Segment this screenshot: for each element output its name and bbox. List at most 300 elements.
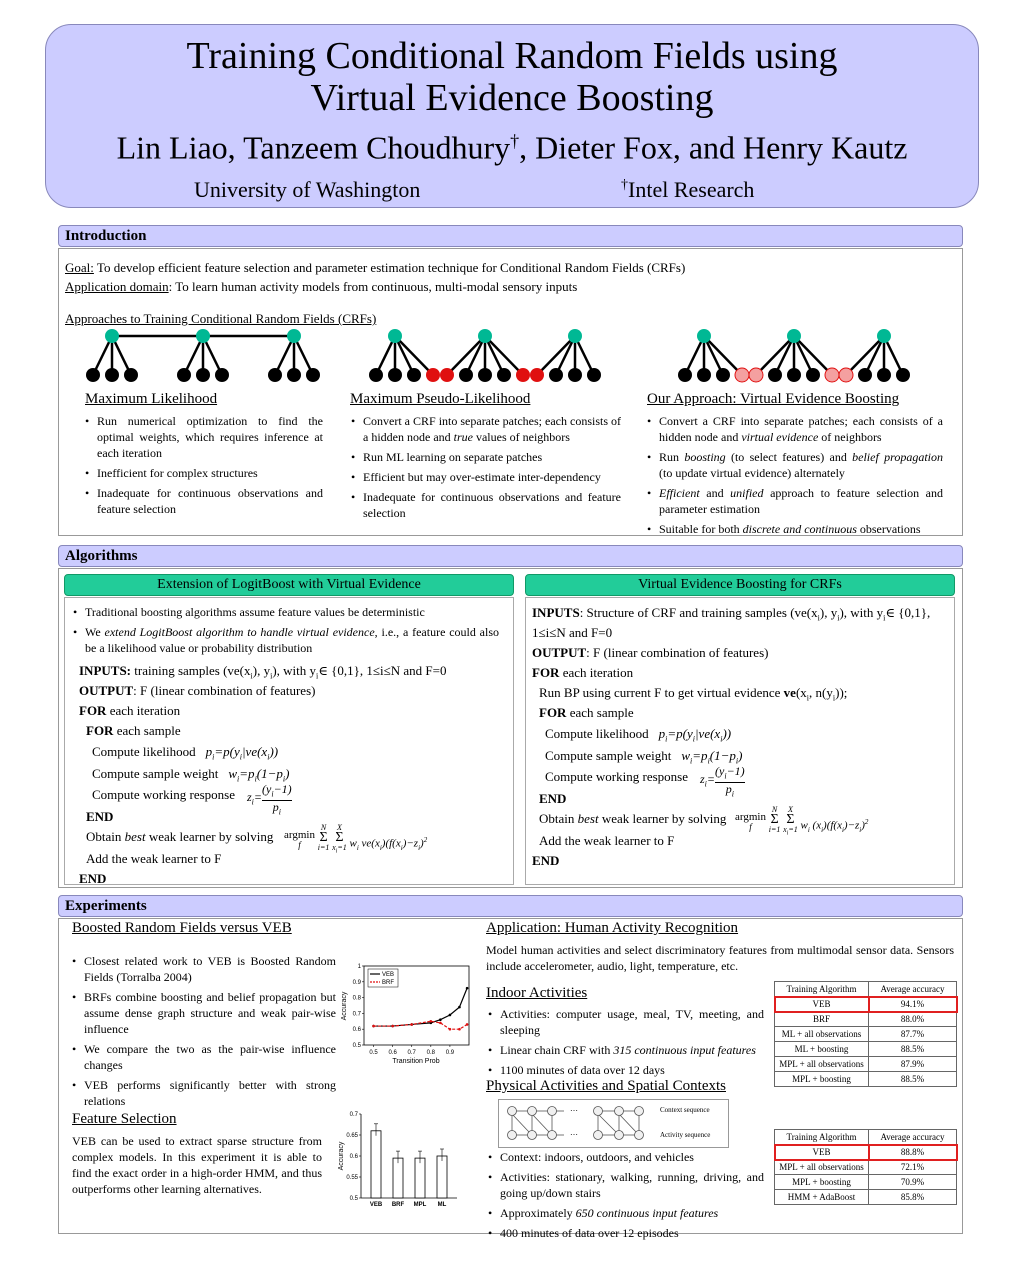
step-text: Obtain [86,829,125,844]
mpl-list [349,413,621,525]
step-italic: best [124,829,146,844]
feature-selection-bar-chart [335,1108,460,1213]
sum2 [783,806,798,838]
f: Σ [335,830,344,845]
veb-item [645,485,943,517]
f: (y [262,782,272,796]
sub: i [237,774,240,784]
table-header-row [775,1130,957,1145]
bullet-text: , i.e., a feature could also be a likelihood value or probability distribution [85,625,500,655]
f: ) [738,748,743,763]
alg-obtain [79,823,509,855]
num [262,783,292,801]
x-tick-label: 0.7 [407,1050,416,1056]
poster-title [46,35,978,119]
bars [370,1124,447,1208]
context-sequence-label: Context sequence [660,1106,710,1114]
f: Σ [770,812,779,827]
table-header: Training Algorithm [775,1130,869,1145]
sub: i [817,613,820,623]
y-axis-label: Accuracy [338,1141,345,1171]
sub: i [731,789,734,799]
formula-weight [681,748,743,766]
inputs-text: ), with y [839,605,884,620]
sub: i [841,825,844,834]
sub: i [859,825,862,834]
for-text: each sample [566,705,634,720]
kw-output: OUTPUT [79,683,134,698]
introduction-panel [58,248,963,536]
f: N [320,823,327,832]
f: )−z [402,837,419,850]
f-body [349,832,427,857]
veb-item-text: and [699,486,731,500]
har-heading: Application: Human Activity Recognition [486,920,739,936]
table-cell: HMM + AdaBoost [775,1190,869,1205]
alg-output [532,644,950,664]
data-point-brf [410,1023,413,1026]
sub: i [250,671,253,681]
veb-item-italic: boosting [684,450,726,464]
data-point-brf [439,1022,442,1025]
y-tick-label: 0.55 [346,1175,358,1181]
f: (1−p [709,748,736,763]
f: X [787,805,793,814]
brf-heading: Boosted Random Fields versus VEB [72,920,292,936]
data-point-brf [430,1020,433,1023]
alg-end-outer [79,870,509,890]
legend [368,969,398,987]
f: =p(y [214,744,240,759]
physical-item [486,1205,764,1221]
f: p [272,800,279,815]
inputs-text: ), y [819,605,838,620]
y-tick-label: 0.5 [352,1043,361,1049]
f: N [771,805,778,814]
output-text: : F (linear combination of features) [133,683,316,698]
y-tick-label: 0.6 [349,1154,358,1160]
accuracy-table [774,1129,957,1205]
alg-for-sample [532,704,950,725]
f: )−z [843,819,860,832]
legend-label-veb: VEB [382,972,395,978]
sub: i [807,825,810,834]
f: (1−p [256,766,283,781]
for-text: each iteration [106,703,181,718]
sub: i [735,756,739,766]
veb-crf-heading: Virtual Evidence Boosting for CRFs [525,574,955,596]
sub: i [821,825,824,834]
veb-crf-box [525,597,955,885]
veb-item-italic: discrete and continuous [742,522,857,536]
brf-list [70,953,336,1113]
ml-item: • Run numerical optimization to find the optimal weights, which requires inference at each iteration [83,413,323,461]
y-ticks [346,1112,361,1202]
item-text: Approximately [500,1206,576,1220]
step-text: Run BP using current F to get virtual evidence [539,685,784,700]
table-cell: 70.9% [869,1175,957,1190]
step-text: Compute likelihood [92,744,196,759]
table-cell: VEB [775,1145,869,1160]
table-row [775,1012,957,1027]
brf-item: • We compare the two as the pair-wise influence changes [70,1041,336,1073]
table-cell: 85.8% [869,1190,957,1205]
table-cell: 88.5% [869,1072,957,1087]
f: w [349,837,357,850]
table-cell: ML + all observations [775,1027,869,1042]
f: =p(y [667,726,693,741]
step-text: )); [835,685,848,700]
veb-item [645,413,943,445]
alg-output [79,682,509,702]
sub: i [704,779,707,789]
inputs-text: ∈ {0,1}, 1≤i≤N and F=0 [318,663,447,678]
authors [46,123,978,166]
physical-item: • Activities: stationary, walking, running, driving, and going up/down stairs [486,1169,764,1201]
ml-list [83,413,323,521]
sum1 [318,824,330,852]
sup: 2 [864,818,869,826]
table-cell: 94.1% [869,997,957,1012]
ml-item: • Inefficient for complex structures [83,465,323,481]
alg-for-iteration [79,702,509,722]
f: |ve(x [241,744,268,759]
output-text: : F (linear combination of features) [586,645,769,660]
sub: i [212,752,215,762]
bar-mpl [415,1158,425,1198]
f: −1) [273,782,292,796]
for-text: each sample [113,723,181,738]
poster-header [45,24,979,208]
sub: i [692,734,695,744]
physical-heading: Physical Activities and Spatial Contexts [486,1078,726,1094]
veb-item-italic: unified [730,486,764,500]
veb-item-text: observations [856,522,921,536]
section-bar-experiments: Experiments [58,895,963,917]
step-text: , n(y [809,685,833,700]
f: −1) [726,764,745,778]
data-point-brf [458,1028,461,1031]
num [715,765,745,783]
sum2 [332,824,347,856]
data-point-brf [449,1028,452,1031]
sub: i [832,693,836,703]
indoor-item: • Activities: computer usage, meal, TV, meeting, and sleeping [486,1006,764,1038]
ml-item: • Inadequate for continuous observations and feature selection [83,485,323,517]
table-cell: 88.8% [869,1145,957,1160]
den [715,783,745,800]
y-tick-label: 0.7 [349,1112,358,1118]
veb-diagram [678,329,910,382]
veb-item-text: Run [659,450,685,464]
mpl-item: • Efficient but may over-estimate inter-dependency [349,469,621,485]
argmin [284,830,315,850]
section-bar-algorithms: Algorithms [58,545,963,567]
table-row [775,1027,957,1042]
y-axis-label: Accuracy [341,991,348,1021]
har-text: Model human activities and select discriminatory features from multimodal sensor data. Sensors include accelerometer, audio, light, temperature, etc. [486,943,954,973]
f-body [800,814,868,839]
sub: i [724,771,727,781]
table-row [775,997,957,1012]
y-tick-label: 0.6 [352,1027,361,1034]
physical-accuracy-table [774,1129,957,1205]
x-axis-label: Transition Prob [392,1058,440,1065]
veb-item-text: Suitable for both [659,522,743,536]
f: )) [722,726,732,741]
table-header-row [775,982,957,997]
f [332,844,347,856]
crf-diagrams [59,324,964,386]
f: )(f(x [381,837,401,850]
kw-for: FOR [539,705,567,720]
inputs-text: training samples (ve(x [131,663,251,678]
veb-item-italic: virtual evidence [741,430,819,444]
category-label: ML [437,1202,447,1208]
bar-ml [437,1156,447,1198]
y-tick-label: 1 [357,964,361,970]
f: z [247,790,252,804]
alg-add: Add the weak learner to F [86,851,222,866]
context-activity-diagram [498,1099,730,1149]
kw-output: OUTPUT [532,645,587,660]
application-label: Application domain [65,279,169,294]
table-row [775,1145,957,1160]
sub: i [720,734,723,744]
y-tick-label: 0.8 [352,995,361,1002]
kw-for: FOR [86,723,114,738]
f: argmin [735,811,766,823]
f: ) [420,837,424,850]
f: =1 [337,843,347,852]
f: (y [715,764,725,778]
mpl-item: • Inadequate for continuous observations and feature selection [349,489,621,521]
data-point-brf [391,1025,394,1028]
legend-label-brf: BRF [382,980,394,986]
bullet-text: We [85,625,105,639]
alg-inputs [79,662,509,682]
table-header: Average accuracy [869,1130,957,1145]
y-tick-label: 0.7 [352,1011,361,1018]
formula-objective [735,806,868,839]
series-line-veb [374,988,468,1026]
fraction [262,783,292,819]
f: w [681,748,691,763]
alg-likelihood [532,725,950,747]
f: =p [692,748,708,763]
sub: i [786,830,789,837]
f: ve(x [361,837,380,850]
f: = [253,790,263,804]
kw-inputs: INPUTS [532,605,580,620]
brf-item: • VEB performs significantly better with strong relations [70,1077,336,1109]
f: z [700,772,705,786]
step-text: Obtain [539,811,578,826]
f: x [332,843,336,852]
y-tick-label: 0.5 [349,1196,358,1202]
feature-selection-text: VEB can be used to extract sparse structure from complex models. In this experiment it is able to find the exact order in a high-order HMM, and thus outperforms other learning alternatives. [72,1134,322,1196]
table-cell: BRF [775,1012,869,1027]
data-point-veb [466,987,469,990]
kw-for: FOR [79,703,107,718]
formula-response [700,765,745,801]
sub: i [270,671,273,681]
bullet-italic: extend LogitBoost algorithm to handle virtual evidence [104,625,375,639]
formula-response [247,783,292,819]
mpl-item-text: values of neighbors [472,430,570,444]
step-text: Compute working response [545,769,688,784]
sub: i [837,613,840,623]
indoor-item [486,1042,764,1058]
logitboost-algorithm [79,662,509,890]
veb-item [645,449,943,481]
kw-end: END [86,809,114,824]
y-tick-label: 0.9 [352,979,361,986]
veb-item-text: Convert a CRF into separate patches; each consists of a hidden node and [659,414,943,444]
f: w [800,819,808,832]
veb-item-text: approach to feature selection and parameter estimation [659,486,943,516]
bar-veb [371,1131,381,1198]
alg-inputs [532,604,950,624]
formula-weight [228,766,290,784]
alg-weight [79,765,509,786]
sub: i [251,797,254,807]
mpl-diagram [369,329,601,382]
title-line-2: Virtual Evidence Boosting [310,77,714,119]
mpl-item: • Run ML learning on separate patches [349,449,621,465]
f: i=1 [317,843,330,852]
sum1 [769,806,781,834]
veb-heading: Our Approach: Virtual Evidence Boosting [647,391,900,407]
goal-label: Goal: [65,260,94,275]
inputs-text: ∈ {0,1}, [885,605,931,620]
formula-objective [284,824,427,857]
step-text: Compute sample weight [92,766,219,781]
kw-ve: ve [783,685,796,700]
data-point-brf [372,1025,375,1028]
alg-add: Add the weak learner to F [539,833,675,848]
table-cell: MPL + all observations [775,1160,869,1175]
ellipsis-bottom: … [570,1128,578,1137]
f [783,826,798,838]
sub: i [806,693,810,703]
ellipsis-top: … [570,1104,578,1113]
f: )(f(x [823,819,842,832]
sub: i [239,752,242,762]
table-cell: 87.7% [869,1027,957,1042]
affiliation-intel-text: Intel Research [628,177,755,202]
f: =p [239,766,255,781]
table-cell: 87.9% [869,1057,957,1072]
veb-item-text: of neighbors [818,430,882,444]
logitboost-bullets [71,604,499,660]
table-cell: MPL + boosting [775,1175,869,1190]
step-text: Compute sample weight [545,748,672,763]
alg-for-iteration [532,664,950,684]
y-ticks [353,964,364,1049]
veb-vs-brf-line-chart [340,960,475,1065]
item-italic: 650 continuous input features [575,1206,719,1220]
data-point-veb [449,1014,452,1017]
sub: i [400,843,403,852]
alg-inputs-cont: 1≤i≤N and F=0 [532,625,613,640]
f: |ve(x [694,726,721,741]
table-cell: MPL + all observations [775,1057,869,1072]
table-header: Average accuracy [869,982,957,997]
indoor-heading: Indoor Activities [486,985,588,1001]
f: ) [285,766,290,781]
table-cell: 88.5% [869,1042,957,1057]
ml-heading: Maximum Likelihood [85,391,218,407]
activity-sequence-label: Activity sequence [660,1131,711,1139]
step-text: Compute likelihood [545,726,649,741]
f: =1 [788,825,798,834]
f: )) [269,744,279,759]
formula-likelihood [205,744,279,762]
feature-selection-heading: Feature Selection [72,1111,177,1127]
sub: i [356,843,359,852]
data-point-veb [439,1018,442,1021]
kw-for: FOR [532,665,560,680]
veb-item [645,521,943,537]
category-label: VEB [369,1202,383,1208]
kw-end: END [532,853,560,868]
sub: i [267,752,270,762]
series-lines [372,987,468,1031]
category-label: MPL [413,1202,427,1208]
f: f [298,840,301,850]
table-row [775,1057,957,1072]
y-tick-label: 0.65 [346,1133,358,1139]
sub: i [379,843,382,852]
formula-likelihood [658,726,732,744]
inputs-text: ), with y [272,663,317,678]
step-italic: best [577,811,599,826]
f: f [749,822,752,832]
sub: i [707,756,710,766]
inputs-text: ), y [252,663,271,678]
kw-end: END [539,791,567,806]
x-tick-label: 0.8 [426,1050,435,1056]
logitboost-box [64,597,514,885]
table-row [775,1175,957,1190]
physical-item: • 400 minutes of data over 12 episodes [486,1225,764,1241]
sub: i [282,774,286,784]
alg-end-outer [532,852,950,872]
f: p [725,782,732,797]
sub: i [278,807,281,817]
sub: i [883,613,886,623]
f: Σ [319,830,328,845]
mpl-item-italic: true [453,430,473,444]
sub: i [271,789,274,799]
sub: i [335,848,338,855]
veb-item-italic: Efficient [659,486,700,500]
f: Σ [786,812,795,827]
approaches-heading: Approaches to Training Conditional Random Fields (CRFs) [65,311,377,326]
table-row [775,1160,957,1175]
fraction [715,765,745,801]
alg-likelihood [79,743,509,765]
mpl-heading: Maximum Pseudo-Likelihood [350,391,531,407]
indoor-accuracy-table [774,981,957,1087]
mpl-item-text: Convert a CRF into separate patches; each consists of a hidden node and [363,414,621,444]
accuracy-table [774,981,957,1087]
den [262,801,292,818]
veb-item-text: (to select features) and [725,450,853,464]
step-text: weak learner by solving [598,811,727,826]
f: (x [812,819,822,832]
